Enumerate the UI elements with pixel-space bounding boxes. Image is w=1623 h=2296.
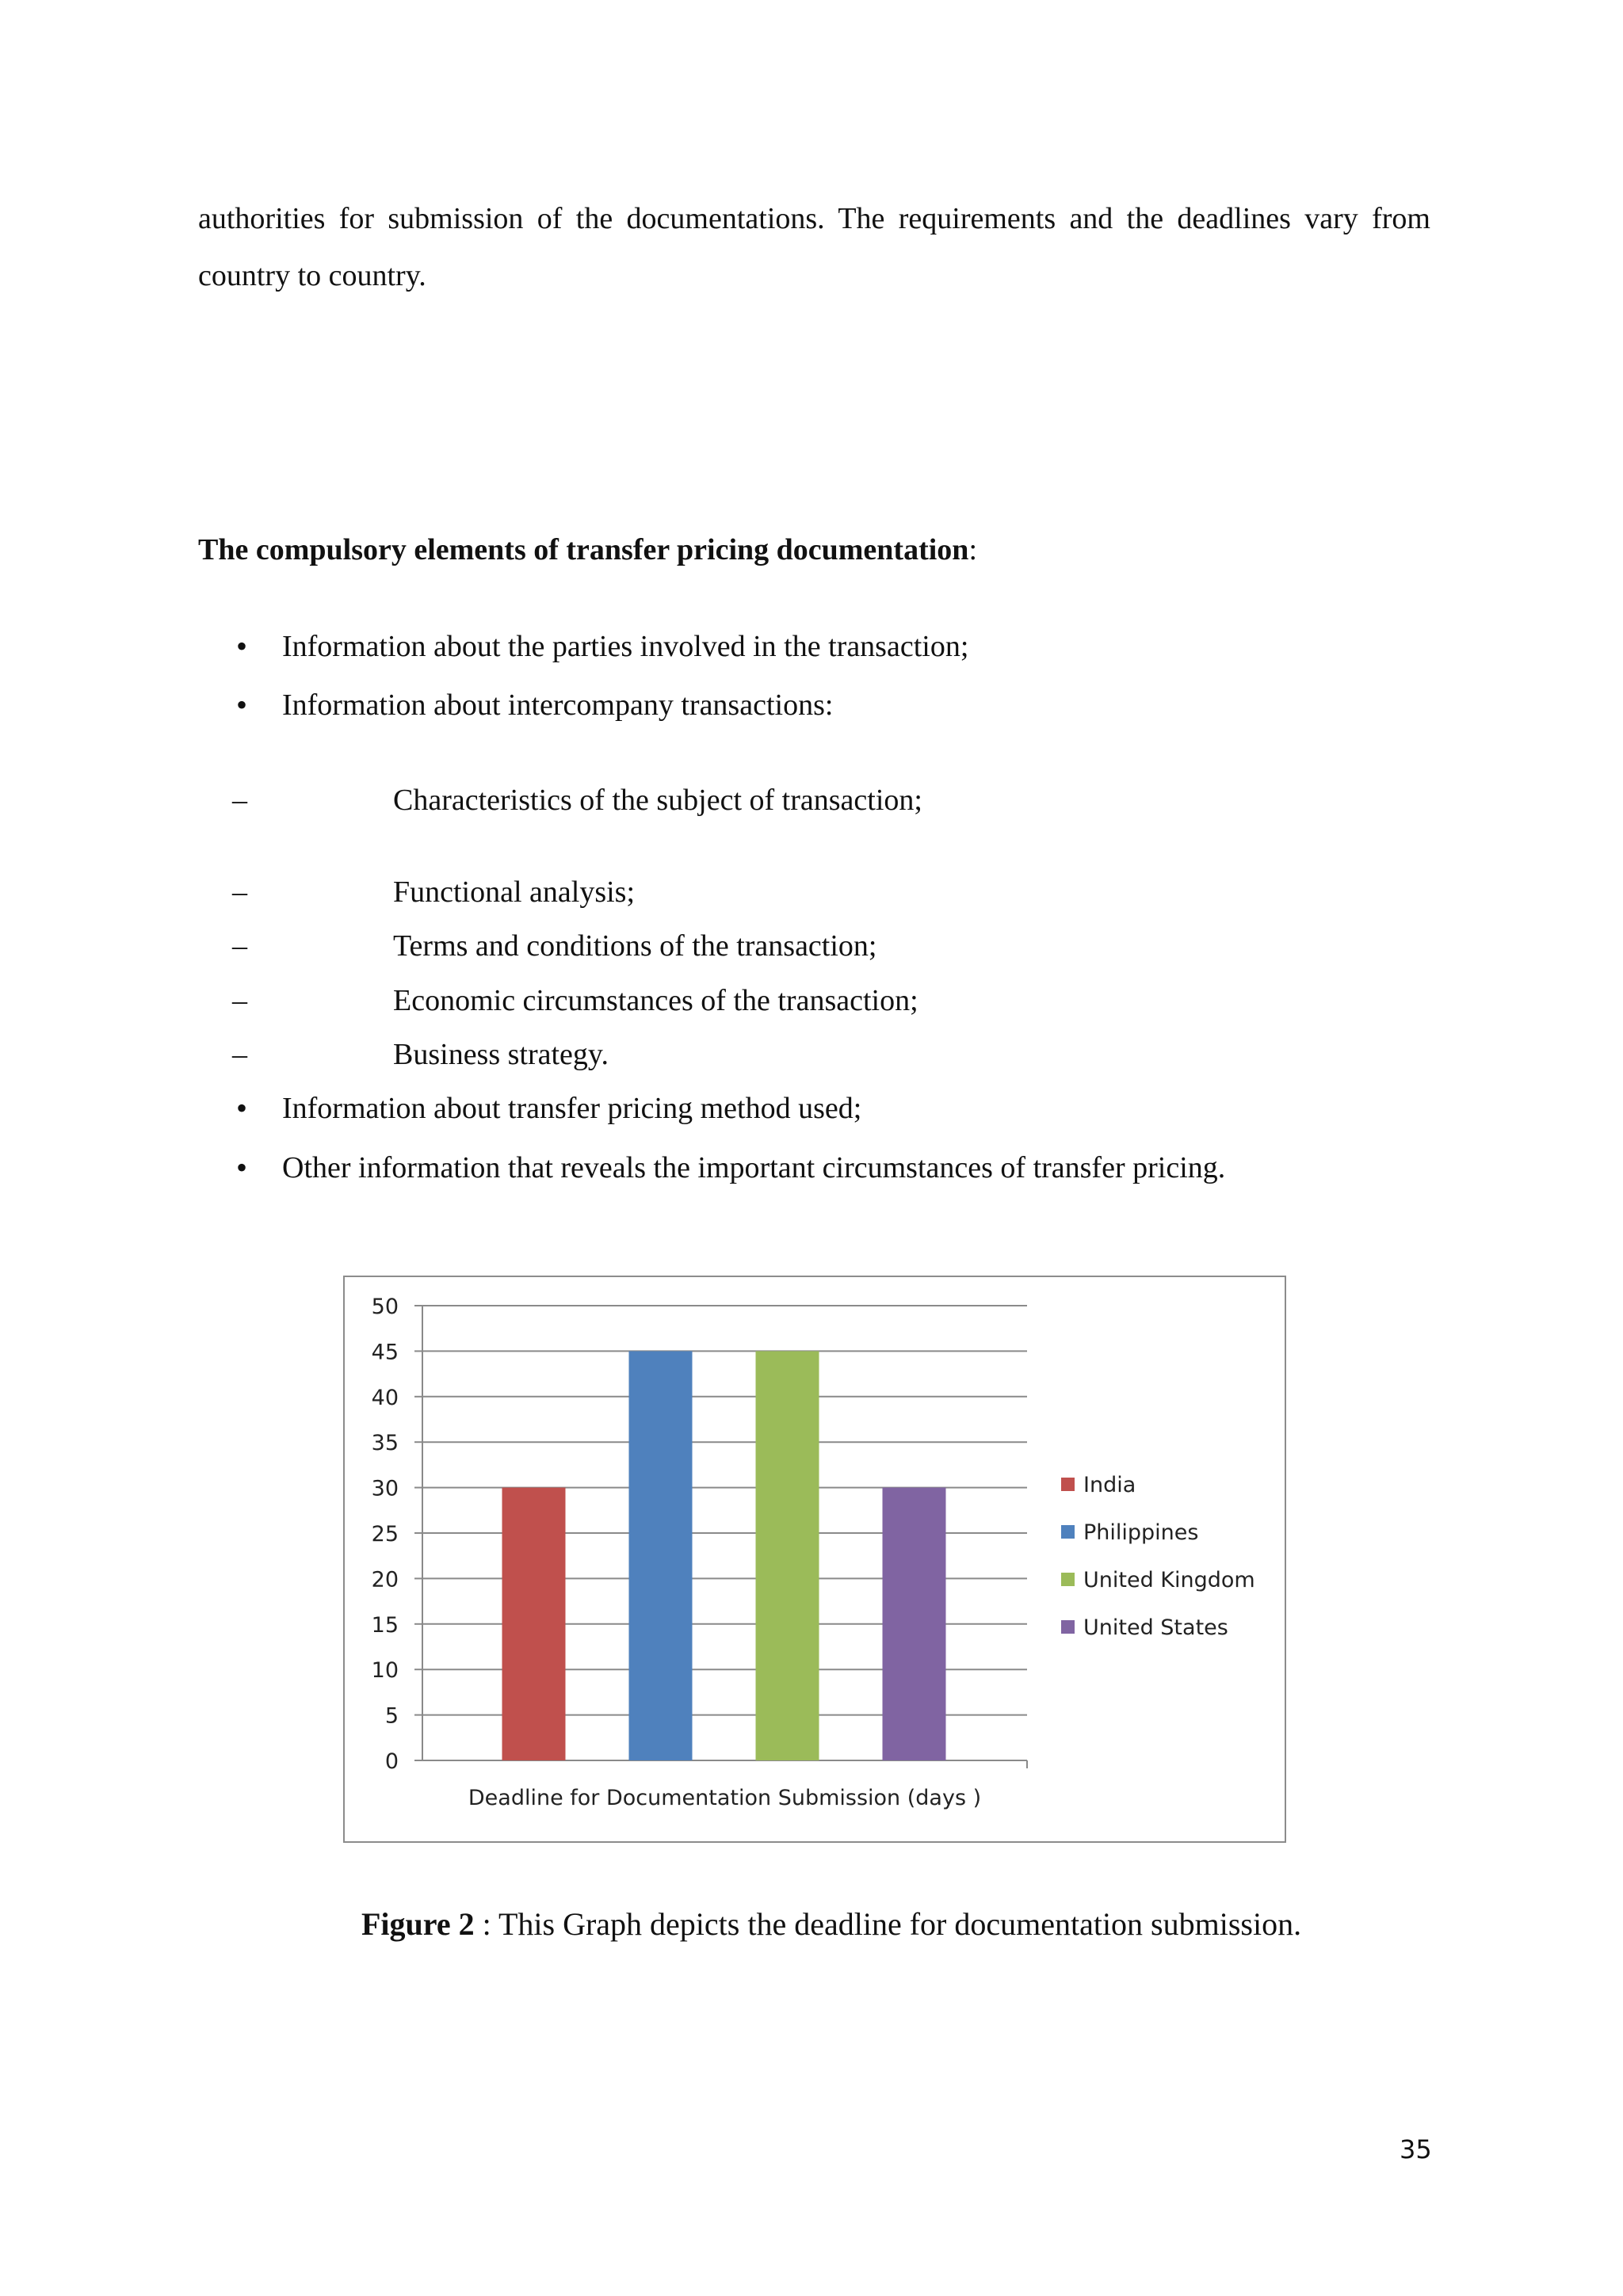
y-tick-label: 15 bbox=[371, 1612, 399, 1638]
figure-caption-label: Figure 2 bbox=[361, 1906, 475, 1942]
bar-philippines bbox=[629, 1351, 693, 1760]
bullet-marker: • bbox=[236, 687, 248, 723]
dash-marker: – bbox=[232, 875, 247, 909]
page-number: 35 bbox=[1400, 2134, 1432, 2164]
sub-item: Functional analysis; bbox=[393, 875, 636, 909]
y-tick-label: 30 bbox=[371, 1476, 399, 1501]
bullet-marker: • bbox=[236, 1150, 248, 1185]
bar-united-kingdom bbox=[756, 1351, 819, 1760]
legend-swatch bbox=[1061, 1573, 1075, 1586]
bullet-item: Information about the parties involved in the transaction; bbox=[282, 630, 969, 663]
legend-label: Philippines bbox=[1083, 1520, 1199, 1545]
dash-marker: – bbox=[232, 984, 247, 1017]
section-heading bbox=[198, 531, 977, 569]
bullet-item: Other information that reveals the important circumstances of transfer pricing. bbox=[282, 1151, 1226, 1184]
figure-caption-text: : This Graph depicts the deadline for documentation submission. bbox=[474, 1906, 1302, 1942]
legend-swatch bbox=[1061, 1620, 1075, 1634]
section-heading-suffix: : bbox=[968, 533, 977, 566]
bullet-item: Information about intercompany transactions: bbox=[282, 688, 834, 722]
dash-marker: – bbox=[232, 784, 247, 817]
sub-item: Business strategy. bbox=[393, 1038, 609, 1071]
bullet-marker: • bbox=[236, 628, 248, 664]
legend-swatch bbox=[1061, 1525, 1075, 1539]
x-axis-label: Deadline for Documentation Submission (days ) bbox=[468, 1786, 982, 1810]
y-tick-label: 10 bbox=[371, 1658, 399, 1684]
y-tick-label: 35 bbox=[371, 1431, 399, 1456]
y-tick-label: 50 bbox=[371, 1295, 399, 1319]
y-tick-label: 40 bbox=[371, 1385, 399, 1410]
sub-item: Terms and conditions of the transaction; bbox=[393, 929, 877, 963]
section-heading-bold: The compulsory elements of transfer pricing documentation bbox=[198, 533, 969, 566]
y-tick-label: 0 bbox=[384, 1749, 399, 1774]
bullet-item: Information about transfer pricing method used; bbox=[282, 1092, 862, 1125]
bar-india bbox=[502, 1488, 566, 1760]
dash-marker: – bbox=[232, 929, 247, 963]
bar-united-states bbox=[883, 1488, 946, 1760]
legend-label: India bbox=[1083, 1473, 1136, 1497]
legend-swatch bbox=[1061, 1478, 1075, 1491]
y-tick-label: 5 bbox=[384, 1703, 399, 1729]
y-tick-label: 25 bbox=[371, 1522, 399, 1547]
dash-marker: – bbox=[232, 1038, 247, 1071]
bullet-marker: • bbox=[236, 1090, 248, 1126]
body-paragraph: authorities for submission of the documentations. The requirements and the deadlines vary from country to country. bbox=[198, 202, 1430, 292]
bar-chart bbox=[343, 1276, 1286, 1843]
legend-label: United States bbox=[1083, 1615, 1228, 1640]
sub-item: Characteristics of the subject of transaction; bbox=[393, 784, 922, 817]
legend-label: United Kingdom bbox=[1083, 1568, 1255, 1592]
y-tick-label: 45 bbox=[371, 1340, 399, 1365]
y-tick-label: 20 bbox=[371, 1567, 399, 1592]
figure-caption bbox=[361, 1905, 1301, 1944]
sub-item: Economic circumstances of the transaction; bbox=[393, 984, 918, 1017]
